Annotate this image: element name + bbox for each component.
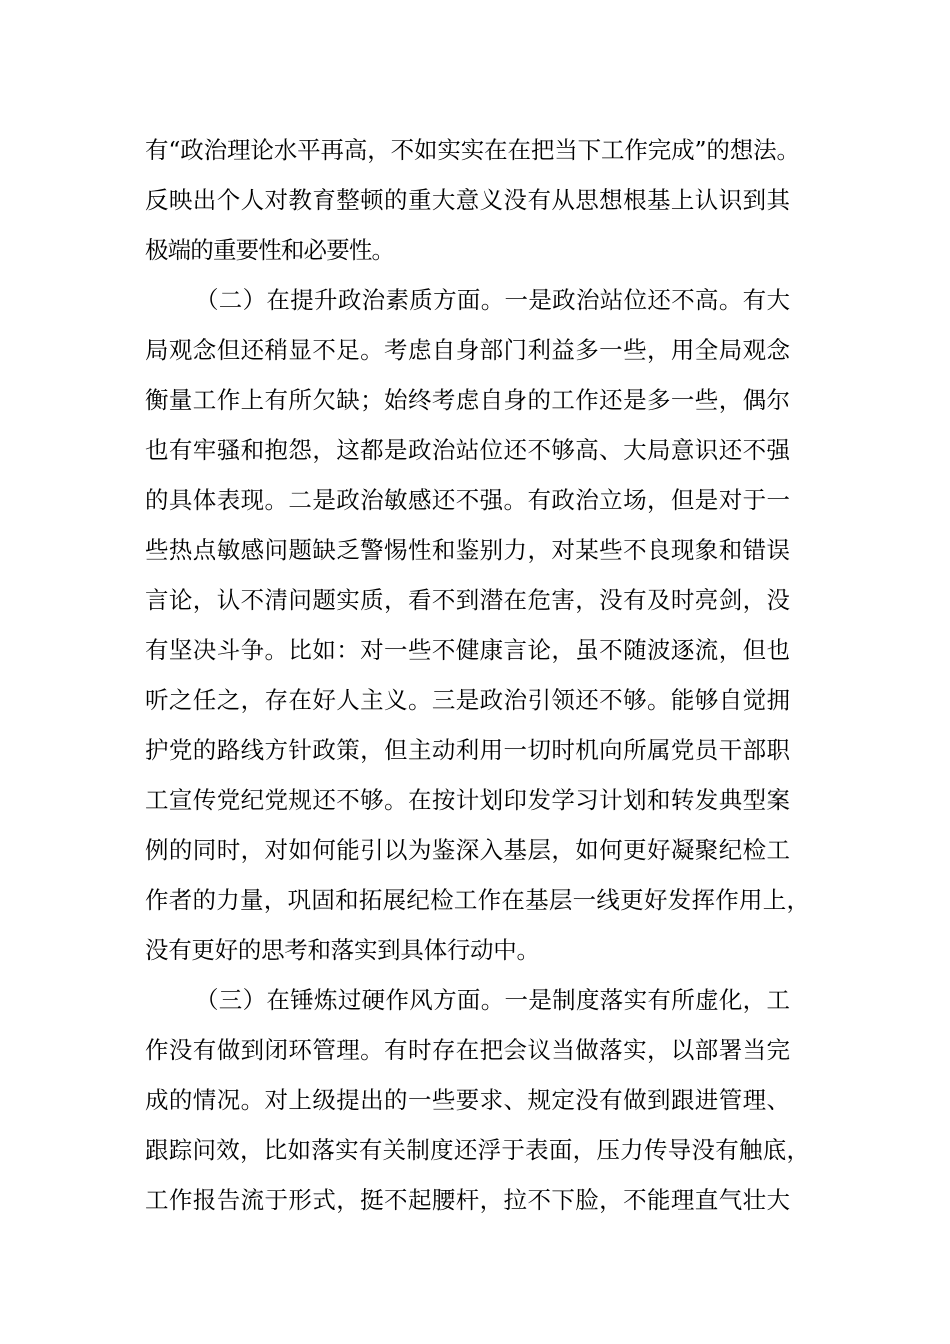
text-line: 极端的重要性和必要性。 (145, 236, 395, 264)
text-line: 有“政治理论水平再高，不如实实在在把当下工作完成”的想法。 (145, 136, 800, 164)
document-body (145, 125, 810, 1225)
text-line: 些热点敏感问题缺乏警惕性和鉴别力，对某些不良现象和错误 (145, 536, 791, 564)
text-line: 听之任之，存在好人主义。三是政治引领还不够。能够自觉拥 (145, 686, 791, 714)
text-line: 局观念但还稍显不足。考虑自身部门利益多一些，用全局观念 (145, 336, 791, 364)
text-line: 工宣传党纪党规还不够。在按计划印发学习计划和转发典型案 (145, 786, 791, 814)
text-line: 有坚决斗争。比如：对一些不健康言论，虽不随波逐流，但也 (145, 636, 791, 664)
text-line: 的具体表现。二是政治敏感还不强。有政治立场，但是对于一 (145, 486, 791, 514)
text-line: 作没有做到闭环管理。有时存在把会议当做落实，以部署当完 (145, 1036, 791, 1064)
text-line: 作者的力量，巩固和拓展纪检工作在基层一线更好发挥作用上， (145, 886, 811, 914)
paragraph-start-line: （三）在锤炼过硬作风方面。一是制度落实有所虚化，工 (195, 986, 791, 1014)
text-line: 跟踪问效，比如落实有关制度还浮于表面，压力传导没有触底， (145, 1136, 811, 1164)
text-line: 工作报告流于形式，挺不起腰杆，拉不下脸，不能理直气壮大 (145, 1186, 791, 1214)
text-line: 反映出个人对教育整顿的重大意义没有从思想根基上认识到其 (145, 186, 791, 214)
text-line: 没有更好的思考和落实到具体行动中。 (145, 936, 540, 964)
text-line: 成的情况。对上级提出的一些要求、规定没有做到跟进管理、 (145, 1086, 791, 1114)
paragraph-start-line: （二）在提升政治素质方面。一是政治站位还不高。有大 (195, 286, 791, 314)
text-line: 也有牢骚和抱怨，这都是政治站位还不够高、大局意识还不强 (145, 436, 791, 464)
text-line: 例的同时，对如何能引以为鉴深入基层，如何更好凝聚纪检工 (145, 836, 791, 864)
text-line: 衡量工作上有所欠缺；始终考虑自身的工作还是多一些，偶尔 (145, 386, 791, 414)
text-line: 护党的路线方针政策，但主动利用一切时机向所属党员干部职 (145, 736, 791, 764)
text-line: 言论，认不清问题实质，看不到潜在危害，没有及时亮剑，没 (145, 586, 791, 614)
